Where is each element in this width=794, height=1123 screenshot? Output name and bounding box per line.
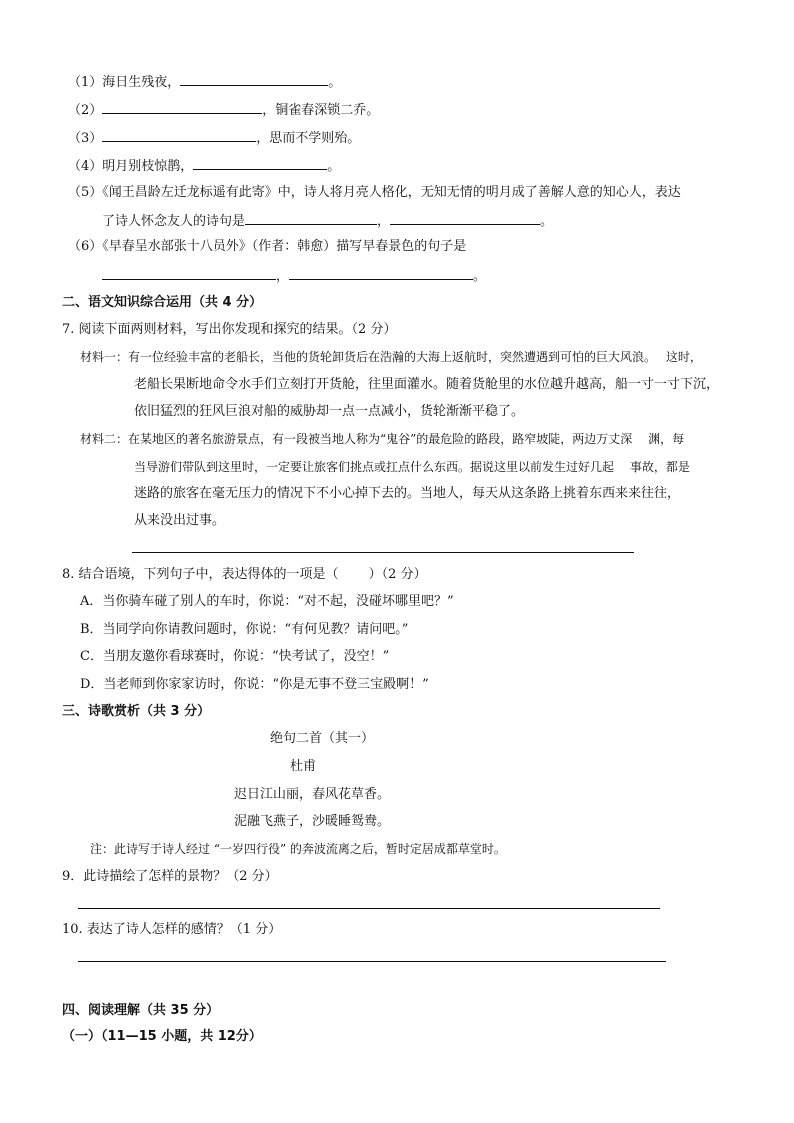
item-text: 。 [327,159,341,174]
item-number: （4） [68,159,103,174]
material-2-line2: 当导游们带队到这里时，一定要让旅客们挑点或扛点什么东西。据说这里以前发生过好几起 事故，都是 [134,460,690,474]
poem-author: 杜甫 [290,759,317,774]
fill-item-6-line1 [68,238,466,256]
answer-line-9[interactable] [78,908,660,909]
item-text: 。 [473,269,487,284]
poem-line-1: 迟日江山丽，春风花草香。 [234,787,391,802]
answer-blank[interactable] [289,266,473,280]
material-text: 在某地区的著名旅游景点，有一段被当地人称为“鬼谷”的最危险的路段，路窄坡陡，两边万丈深 渊，每 [128,432,685,446]
item-text: 海日生残夜， [102,75,181,90]
material-text: 有一位经验丰富的老船长，当他的货轮卸货后在浩瀚的大海上返航时，突然遭遇到可怕的巨大风浪。 这时， [128,350,702,364]
item-text: ，思而不学则殆。 [256,131,361,146]
material-2-line1 [80,430,684,448]
item-text: 《闻王昌龄左迁龙标遥有此寄》中，诗人将月亮人格化，无知无情的明月成了善解人意的知心人，表达 [102,185,681,200]
material-1-line2: 老船长果断地命令水手们立刻打开货舱，往里面灌水。随着货舱里的水位越升越高，船一寸一寸下沉， [134,377,720,392]
fill-item-2 [68,100,379,120]
poem-title: 绝句二首（其一） [270,731,375,746]
fill-item-5-line2 [102,211,553,231]
poem-note: 注：此诗写于诗人经过 “一岁四行役” 的奔波流离之后，暂时定居成都草堂时。 [90,842,506,856]
item-text: 。 [540,214,554,229]
material-1-line1 [80,348,702,366]
fill-item-5-line1 [68,184,681,202]
item-text: 《早春呈水部张十八员外》（作者：韩愈）描写早春景色的句子是 [102,239,467,254]
question-7: 7. 阅读下面两则材料，写出你发现和探究的结果。（2 分） [62,322,397,337]
fill-item-3 [68,128,360,148]
item-text: 了诗人怀念友人的诗句是 [102,214,246,229]
item-text: ， [377,214,391,229]
question-10: 10. 表达了诗人怎样的感情？（1 分） [62,922,282,937]
item-text: 。 [328,75,342,90]
fill-item-4 [68,156,340,176]
item-number: （2） [68,103,103,118]
answer-line-7[interactable] [132,552,634,553]
item-number: （5） [68,185,103,200]
fill-item-1 [68,72,341,92]
material-label: 材料二： [80,432,129,446]
item-number: （1） [68,75,103,90]
answer-blank[interactable] [245,211,377,225]
question-8: 8. 结合语境，下列句子中，表达得体的一项是（ ）（2 分） [62,567,427,582]
subsection-heading: （一）（11—15 小题，共 12分） [62,1029,262,1044]
answer-blank[interactable] [102,100,262,114]
answer-line-10[interactable] [78,961,666,962]
section-heading-4: 四、阅读理解（共 35 分） [62,1003,220,1018]
option-a: A．当你骑车碰了别人的车时，你说：“对不起，没碰坏哪里吧？” [80,594,454,609]
option-d: D．当老师到你家家访时，你说：“你是无事不登三宝殿啊！” [80,677,429,692]
option-b: B．当同学向你请教问题时，你说：“有何见教？请问吧。” [80,622,409,637]
section-heading-3: 三、诗歌赏析（共 3 分） [62,704,211,719]
item-text: ，铜雀春深锁二乔。 [262,103,380,118]
answer-blank[interactable] [102,128,256,142]
material-1-line3: 依旧猛烈的狂风巨浪对船的威胁却一点一点减小，货轮渐渐平稳了。 [134,404,525,419]
material-2-line3: 迷路的旅客在毫无压力的情况下不小心掉下去的。当地人，每天从这条路上挑着东西来来往往， [134,486,681,501]
answer-blank[interactable] [390,211,540,225]
item-number: （3） [68,131,103,146]
material-label: 材料一： [80,350,129,364]
answer-blank[interactable] [180,72,328,86]
item-text: ， [276,269,290,284]
item-text: 明月别枝惊鹊， [102,159,194,174]
option-c: C．当朋友邀你看球赛时，你说：“快考试了，没空！” [80,649,390,664]
answer-blank[interactable] [193,156,327,170]
material-2-line4: 从来没出过事。 [134,513,226,528]
fill-item-6-line2 [102,266,486,286]
item-number: （6） [68,239,103,254]
poem-line-2: 泥融飞燕子，沙暖睡鸳鸯。 [234,814,391,829]
question-9: 9．此诗描绘了怎样的景物？（2 分） [62,869,278,884]
section-heading-2: 二、语文知识综合运用（共 4 分） [62,295,263,310]
answer-blank[interactable] [102,266,276,280]
